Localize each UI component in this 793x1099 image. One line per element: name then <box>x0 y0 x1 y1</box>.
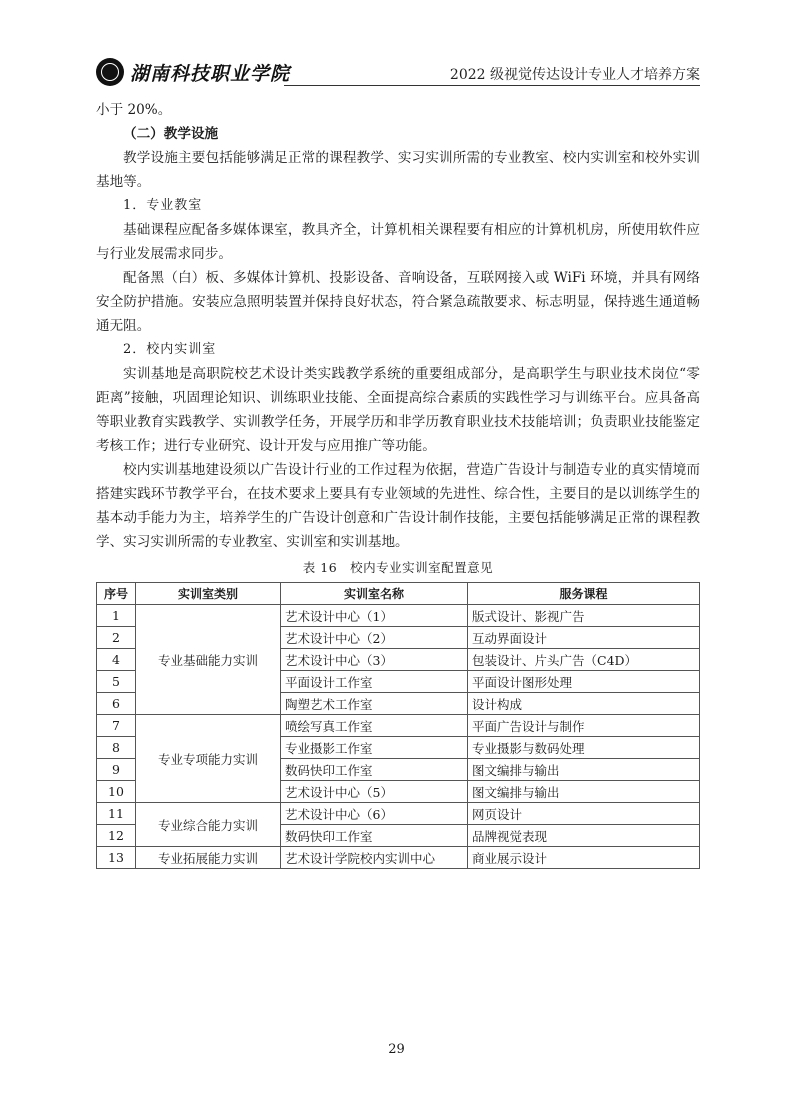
cell-category: 专业拓展能力实训 <box>136 847 281 869</box>
paragraph-classroom-1: 基础课程应配备多媒体课室，教具齐全，计算机相关课程要有相应的计算机机房，所使用软件应与行业发展需求同步。 <box>96 222 700 262</box>
page-number: 29 <box>388 1042 405 1057</box>
table-row <box>97 803 700 825</box>
cell-category: 专业基础能力实训 <box>136 605 281 715</box>
cell-room-name: 陶塑艺术工作室 <box>281 693 468 715</box>
cell-course: 图文编排与输出 <box>468 759 700 781</box>
cell-no: 9 <box>97 759 136 781</box>
page-content <box>96 98 700 869</box>
cell-no: 12 <box>97 825 136 847</box>
paragraph-continuation: 小于 20%。 <box>96 102 172 118</box>
cell-room-name: 艺术设计中心（3） <box>281 649 468 671</box>
cell-room-name: 艺术设计中心（1） <box>281 605 468 627</box>
cell-course: 品牌视觉表现 <box>468 825 700 847</box>
cell-no: 5 <box>97 671 136 693</box>
header-cell-room: 实训室名称 <box>281 583 468 605</box>
paragraph-training-1: 实训基地是高职院校艺术设计类实践教学系统的重要组成部分，是高职学生与职业技术岗位“零距离”接触，巩固理论知识、训练职业技能、全面提高综合素质的实践性学习与训练平台。应具备高等职业教育实践教学、实训教学任务，开展学历和非学历教育职业技术技能培训；负责职业技能鉴定考核工作；进行专业研究、设计开发与应用推广等功能。 <box>96 366 700 454</box>
cell-course: 设计构成 <box>468 693 700 715</box>
cell-room-name: 艺术设计中心（2） <box>281 627 468 649</box>
paragraph-classroom-2: 配备黑（白）板、多媒体计算机、投影设备、音响设备，互联网接入或 WiFi 环境，并具有网络安全防护措施。安装应急照明装置并保持良好状态，符合紧急疏散要求、标志明显，保持逃生通道畅通无阻。 <box>96 270 700 334</box>
subsection-heading-classroom: 1．专业教室 <box>123 198 203 213</box>
cell-room-name: 艺术设计学院校内实训中心 <box>281 847 468 869</box>
training-room-table <box>96 582 700 869</box>
cell-course: 包装设计、片头广告（C4D） <box>468 649 700 671</box>
cell-no: 7 <box>97 715 136 737</box>
cell-room-name: 平面设计工作室 <box>281 671 468 693</box>
cell-no: 1 <box>97 605 136 627</box>
cell-no: 2 <box>97 627 136 649</box>
school-name-logo: 湖南科技职业学院 <box>130 62 291 85</box>
header-divider <box>284 85 700 86</box>
header-cell-category: 实训室类别 <box>136 583 281 605</box>
subsection-heading-training-room: 2．校内实训室 <box>123 342 217 357</box>
cell-room-name: 数码快印工作室 <box>281 825 468 847</box>
school-logo <box>96 58 290 86</box>
cell-room-name: 艺术设计中心（5） <box>281 781 468 803</box>
cell-no: 8 <box>97 737 136 759</box>
cell-course: 商业展示设计 <box>468 847 700 869</box>
cell-course: 专业摄影与数码处理 <box>468 737 700 759</box>
cell-course: 互动界面设计 <box>468 627 700 649</box>
header-cell-no: 序号 <box>97 583 136 605</box>
table-header-row <box>97 583 700 605</box>
table-row <box>97 847 700 869</box>
cell-course: 平面设计图形处理 <box>468 671 700 693</box>
cell-category: 专业专项能力实训 <box>136 715 281 803</box>
school-seal-icon <box>96 58 124 86</box>
table-row <box>97 605 700 627</box>
cell-room-name: 喷绘写真工作室 <box>281 715 468 737</box>
cell-no: 6 <box>97 693 136 715</box>
cell-room-name: 专业摄影工作室 <box>281 737 468 759</box>
cell-no: 10 <box>97 781 136 803</box>
cell-room-name: 数码快印工作室 <box>281 759 468 781</box>
table-caption: 表 16 校内专业实训室配置意见 <box>302 560 494 575</box>
table-body <box>97 605 700 869</box>
paragraph-training-2: 校内实训基地建设须以广告设计行业的工作过程为依据，营造广告设计与制造专业的真实情境而搭建实践环节教学平台，在技术要求上要具有专业领域的先进性、综合性，主要目的是以训练学生的基本动手能力为主，培养学生的广告设计创意和广告设计制作技能，主要包括能够满足正常的课程教学、实习实训所需的专业教室、实训室和实训基地。 <box>96 462 700 550</box>
cell-room-name: 艺术设计中心（6） <box>281 803 468 825</box>
table-row <box>97 715 700 737</box>
cell-no: 4 <box>97 649 136 671</box>
cell-no: 13 <box>97 847 136 869</box>
cell-course: 网页设计 <box>468 803 700 825</box>
cell-course: 版式设计、影视广告 <box>468 605 700 627</box>
cell-course: 图文编排与输出 <box>468 781 700 803</box>
page-header <box>96 56 700 88</box>
section-heading: （二）教学设施 <box>123 126 219 142</box>
cell-no: 11 <box>97 803 136 825</box>
cell-course: 平面广告设计与制作 <box>468 715 700 737</box>
document-title: 2022 级视觉传达设计专业人才培养方案 <box>449 67 700 83</box>
paragraph-intro: 教学设施主要包括能够满足正常的课程教学、实习实训所需的专业教室、校内实训室和校外实训基地等。 <box>96 150 700 190</box>
cell-category: 专业综合能力实训 <box>136 803 281 847</box>
header-cell-course: 服务课程 <box>468 583 700 605</box>
